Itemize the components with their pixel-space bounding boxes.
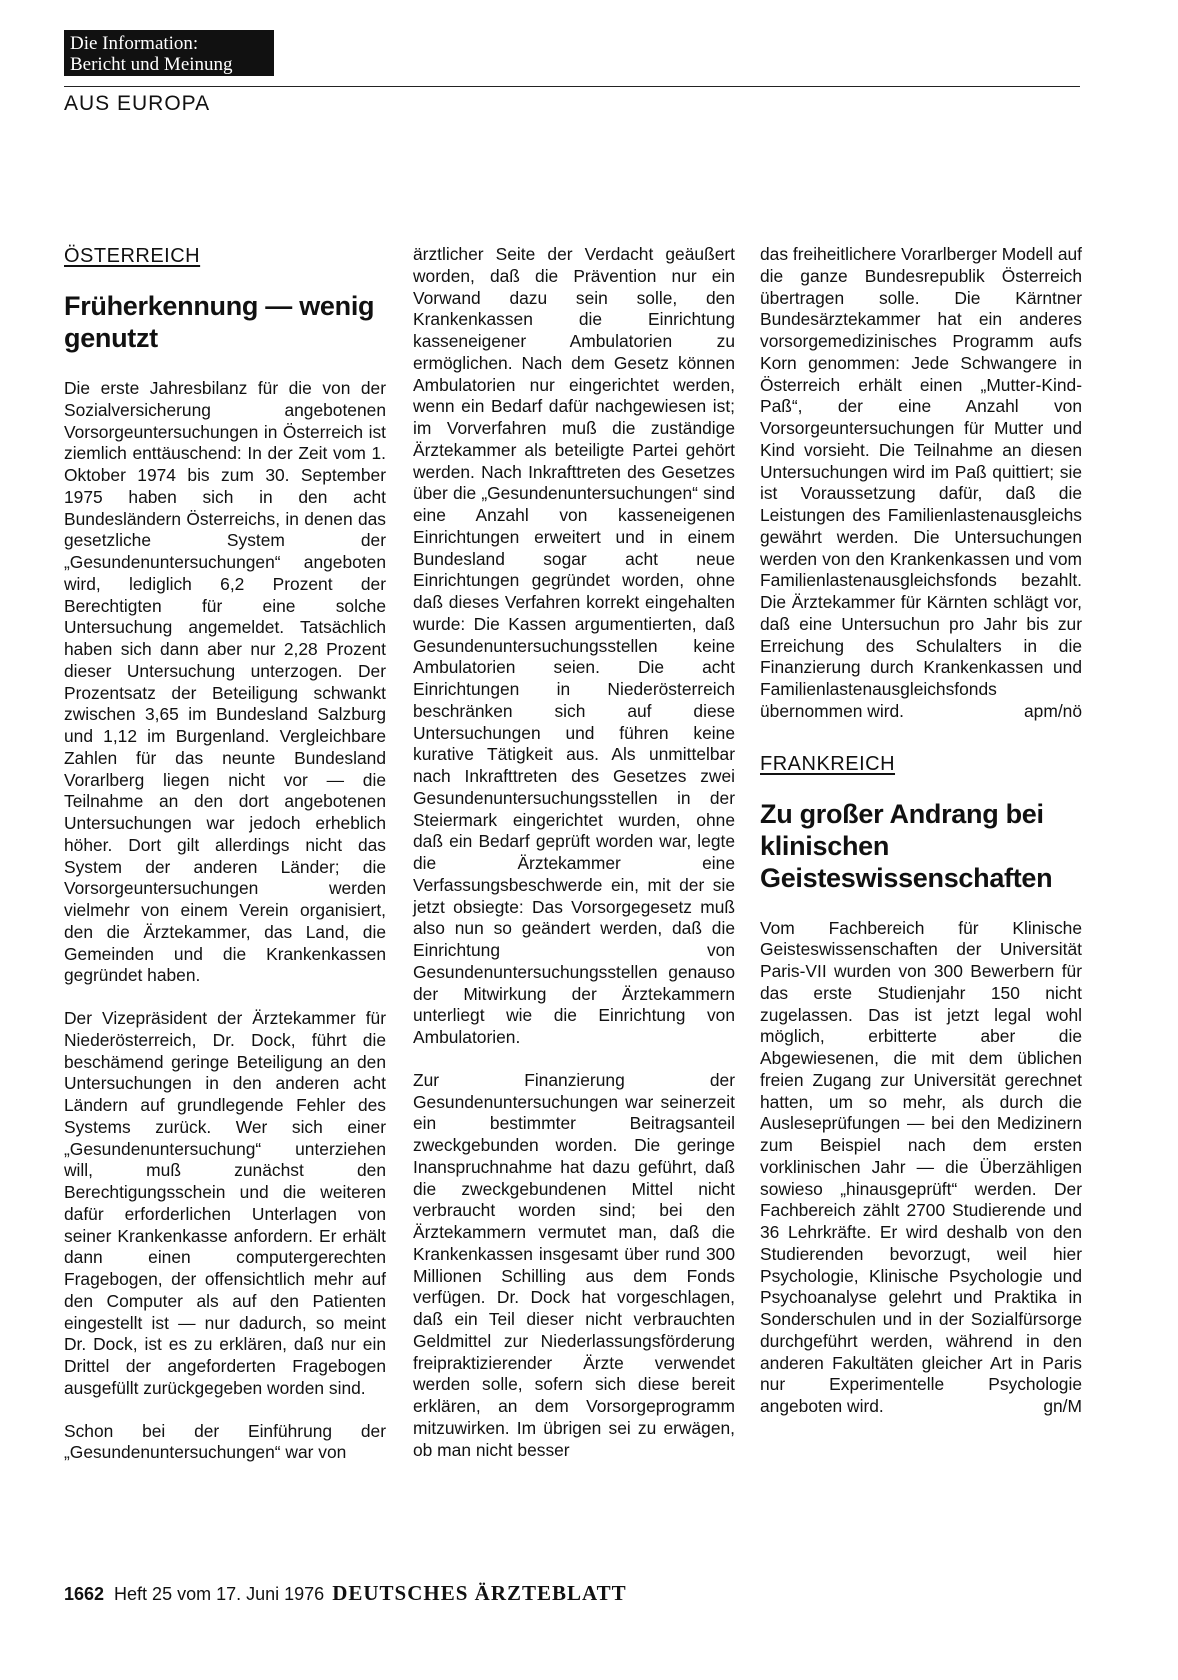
column-2: [413, 245, 735, 1461]
article-1-paragraph-1: Die erste Jahresbilanz für die von der Sozialversicherung angebotenen Vorsorgeuntersuchungen in Österreich ist ziemlich enttäuschend: In der Zeit vom 1. Oktober 1974 bis zum 30. September 1975 haben sich in den acht Bundesländern Österreichs, in denen das gesetzliche System der „Gesundenuntersuchungen“ angeboten wird, lediglich 6,2 Prozent der Berechtigten für eine solche Untersuchung angemeldet. Tatsächlich haben sich dann aber nur 2,28 Prozent dieser Untersuchung unterzogen. Der Prozentsatz der Beteiligung schwankt zwischen 3,65 im Bundesland Salzburg und 1,12 im Burgenland. Vergleichbare Zahlen für das neunte Bundesland Vorarlberg liegen nicht vor — die Teilnahme an den dort angebotenen Untersuchungen war jedoch erheblich höher. Dort gilt allerdings nicht das System der anderen Länder; die Vorsorgeuntersuchungen werden vielmehr von einem Verein organisiert, den die Ärztekammer, das Land, die Gemeinden und die Krankenkassen gegründet haben.: [64, 378, 386, 986]
page-number: 1662: [64, 1584, 105, 1604]
column-3: [760, 245, 1082, 1418]
article-1-paragraph-4: ärztlicher Seite der Verdacht geäußert worden, daß die Prävention nur ein Vorwand dazu sein solle, den Krankenkassen die Einrichtung kasseneigener Ambulatorien zu ermöglichen. Nach dem Gesetz können Ambulatorien nur eingerichtet werden, wenn ein Bedarf dafür nachgewiesen ist; im Vorverfahren muß die zuständige Ärztekammer als beteiligte Partei gehört werden. Nach Inkrafttreten des Gesetzes über die „Gesundenuntersuchungen“ sind eine Anzahl von kasseneigenen Einrichtungen erweitert und in einem Bundesland sogar acht neue Einrichtungen gegründet worden, ohne daß dieses Verfahren korrekt eingehalten wurde: Die Kassen argumentierten, daß Gesundenuntersuchungsstellen keine Ambulatorien seien. Die acht Einrichtungen in Niederösterreich beschränken sich auf diese Untersuchungen und führen keine kurative Tätigkeit aus. Als unmittelbar nach Inkrafttreten des Gesetzes zwei Gesundenuntersuchungsstellen in der Steiermark eingerichtet wurden, ohne daß ein Bedarf geprüft worden war, legte die Ärztekammer eine Verfassungsbeschwerde ein, mit der sie jetzt obsiegte: Das Vorsorgegesetz muß also nun so geändert werden, daß die Einrichtung von Gesundenuntersuchungsstellen genauso der Mitwirkung der Ärztekammern unterliegt wie die Einrichtung von Ambulatorien.: [413, 244, 735, 1047]
section-label-box: [64, 30, 274, 76]
issue-info: Heft 25 vom 17. Juni 1976: [114, 1584, 325, 1604]
section-label-line-1: Die Information:: [70, 33, 199, 54]
page-kicker: AUS EUROPA: [64, 92, 211, 115]
page-footer: [64, 1581, 627, 1606]
article-2-paragraph-1: [760, 918, 1082, 1418]
article-2-headline: Zu großer Andrang bei klinischen Geisteswissenschaften: [760, 798, 1053, 893]
header-rule: [64, 86, 1080, 87]
article-1-paragraph-6-text: das freiheitlichere Vorarlberger Modell auf die ganze Bundesrepublik Österreich übertragen solle. Die Kärntner Bundesärztekammer hat ein anderes vorsorgemedizinisches Programm aufs Korn genommen: Jede Schwangere in Österreich erhält einen „Mutter-Kind-Paß“, der eine Anzahl von Vorsorgeuntersuchungen für Mutter und Kind vorsieht. Die Teilnahme an diesen Untersuchungen wird im Paß quittiert; sie ist Voraussetzung dafür, daß die Leistungen des Familienlastenausgleichs gewährt werden. Die Untersuchungen werden von den Krankenkassen und vom Familienlastenausgleichsfonds bezahlt. Die Ärztekammer für Kärnten schlägt vor, daß eine Untersuchun pro Jahr bis zur Erreichung des Schulalters in die Finanzierung durch Krankenkassen und Familienlastenausgleichsfonds übernommen wird.: [760, 244, 1082, 721]
article-1-paragraph-6: [760, 244, 1082, 723]
section-title-oesterreich: ÖSTERREICH: [64, 245, 201, 267]
section-title-frankreich: FRANKREICH: [760, 752, 896, 775]
article-1-paragraph-5: Zur Finanzierung der Gesundenuntersuchungen war seinerzeit ein bestimmter Beitragsanteil zweckgebunden worden. Die geringe Inanspruchnahme hat dazu geführt, daß die zweckgebundenen Mittel nicht verbraucht worden sind; bei den Ärztekammern vermutet man, daß die Krankenkassen insgesamt über rund 300 Millionen Schilling aus dem Fonds verfügen. Dr. Dock hat vorgeschlagen, daß ein Teil dieser nicht verbrauchten Geldmittel zur Niederlassungsförderung freipraktizierender Ärzte verwendet werden solle, sofern sich diese bereit erklären, an dem Vorsorgeprogramm mitzuwirken. Im übrigen sei zu erwägen, ob man nicht besser: [413, 1069, 735, 1460]
article-1-paragraph-2: Der Vizepräsident der Ärztekammer für Niederösterreich, Dr. Dock, führt die beschämend geringe Beteiligung an den Untersuchungen in den anderen acht Ländern auf grundlegende Fehler des Systems zurück. Wer sich einer „Gesundenuntersuchung“ unterziehen will, muß zunächst den Berechtigungsschein und die weiteren dafür erforderlichen Unterlagen von seiner Krankenkasse anfordern. Er erhält dann einen computergerechten Fragebogen, der offensichtlich mehr auf den Computer als auf den Patienten eingestellt ist — nur dadurch, so meint Dr. Dock, ist es zu erklären, daß nur ein Drittel der angeforderten Fragebogen ausgefüllt zurückgegeben worden sind.: [64, 1008, 386, 1398]
article-2-signature: gn/M: [1043, 1396, 1082, 1416]
article-1-headline: Früherkennung — wenig genutzt: [64, 291, 375, 353]
article-1-signature: apm/nö: [1023, 700, 1082, 721]
article-2-paragraph-1-text: Vom Fachbereich für Klinische Geisteswissenschaften der Universität Paris-VII wurden von 300 Bewerbern für das erste Studienjahr 150 nicht zugelassen. Das ist jetzt legal wohl möglich, erbitterte aber die Abgewiesenen, die mit dem üblichen freien Zugang zur Universität gerechnet hatten, um so mehr, als durch die Ausleseprüfungen — bei den Medizinern zum Beispiel nach dem ersten vorklinischen Jahr — die Überzähligen sowieso „hinausgeprüft“ werden. Der Fachbereich zählt 2700 Studierende und 36 Lehrkräfte. Er wird deshalb von den Studierenden bevorzugt, weil hier Psychologie, Klinische Psychologie und Psychoanalyse gelehrt und Praktika in Sonderschulen und in der Sozialfürsorge durchgeführt werden, während in den anderen Fakultäten gleicher Art in Paris nur Experimentelle Psychologie angeboten wird.: [760, 917, 1082, 1416]
section-label-line-2: Bericht und Meinung: [70, 54, 233, 75]
journal-name: DEUTSCHES ÄRZTEBLATT: [332, 1581, 627, 1605]
article-1-paragraph-3: Schon bei der Einführung der „Gesundenuntersuchungen“ war von: [64, 1420, 386, 1463]
column-1: [64, 245, 386, 1464]
